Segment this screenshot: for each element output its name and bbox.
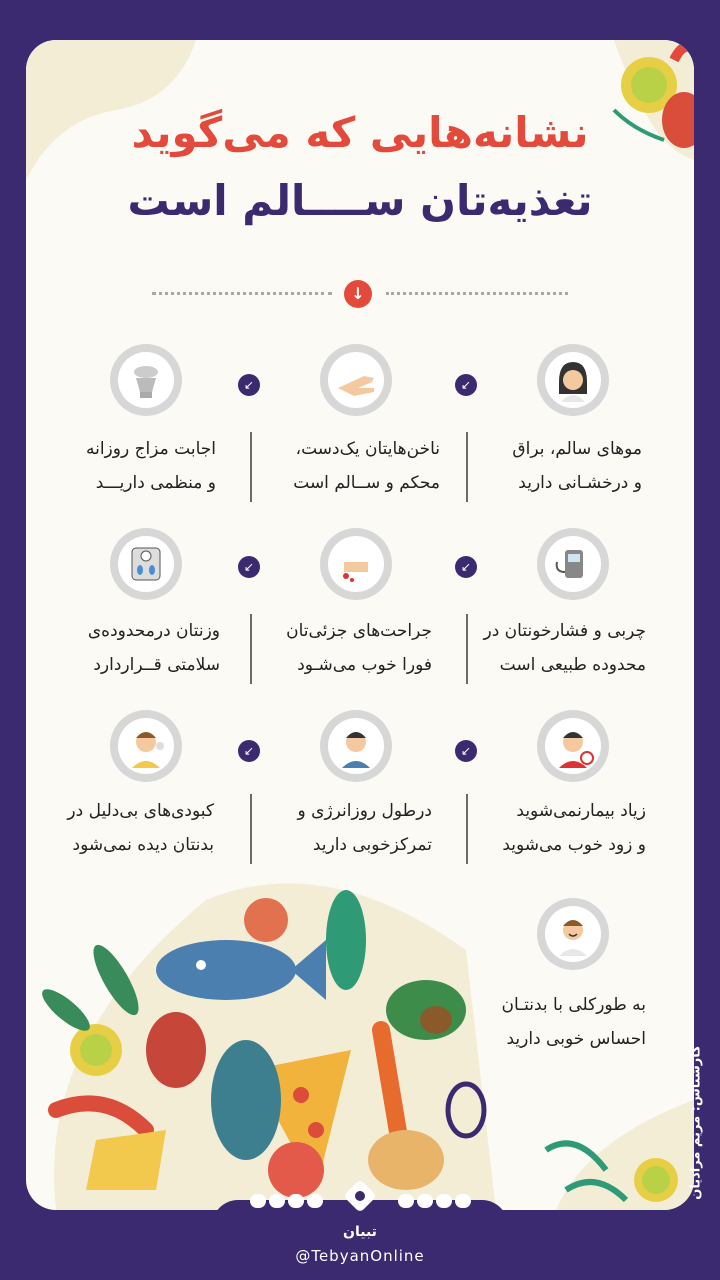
divider: [250, 614, 252, 684]
arrow-icon: ↙: [238, 374, 260, 396]
food-illustration-bottom-right: [526, 1100, 694, 1210]
arrow-icon: ↙: [455, 556, 477, 578]
item-text: به طورکلی با بدنتـان احساس خوبی دارید: [501, 995, 646, 1049]
footer-tab: [212, 1200, 508, 1280]
item-text: درطول روزانرژی و تمرکزخوبی دارید: [297, 801, 432, 855]
man-avatar-icon: [320, 710, 392, 782]
bleeding-finger-icon: [320, 528, 392, 600]
item-text: جراحت‌های جزئی‌تان فورا خوب می‌شـود: [286, 621, 432, 675]
social-handle[interactable]: @TebyanOnline: [295, 1247, 425, 1265]
toilet-icon: [110, 344, 182, 416]
social-icons-right: [398, 1193, 474, 1207]
divider-left: [152, 292, 332, 297]
item-text: اجابت مزاج روزانه و منظمی داریـــد: [85, 439, 216, 493]
food-illustration-bottom: [26, 860, 496, 1210]
divider: [466, 794, 468, 864]
arrow-down-icon: ↓: [344, 280, 372, 308]
item-text: چربی و فشارخونتان در محدوده طبیعی است: [483, 621, 646, 675]
item-text: زیاد بیمارنمی‌شوید و زود خوب می‌شوید: [502, 801, 646, 855]
arrow-icon: ↙: [238, 556, 260, 578]
hand-nails-icon: [320, 344, 392, 416]
title-line-1: نشانه‌هایی که می‌گوید: [131, 108, 589, 157]
divider: [250, 432, 252, 502]
arrow-icon: ↙: [455, 374, 477, 396]
divider: [250, 794, 252, 864]
sick-man-icon: [537, 710, 609, 782]
arrow-icon: ↙: [238, 740, 260, 762]
divider: [466, 432, 468, 502]
item-text: ناخن‌هایتان یک‌دست، محکم و ســالم است: [293, 439, 440, 493]
item-text: وزنتان درمحدوده‌ی سلامتی قــراردارد: [87, 621, 220, 675]
title-line-2: تغذیه‌تان ســــالم است: [127, 176, 593, 225]
weight-scale-icon: [110, 528, 182, 600]
logo-text: تبیان: [343, 1224, 377, 1240]
item-text: موهای سالم، براق و درخشـانی دارید: [512, 439, 642, 493]
logo-icon: [344, 1180, 376, 1212]
bruised-man-icon: [110, 710, 182, 782]
divider: [466, 614, 468, 684]
smiling-man-icon: [537, 898, 609, 970]
woman-face-icon: [537, 344, 609, 416]
item-text: کبودی‌های بی‌دلیل در بدنتان دیده نمی‌شود: [67, 801, 214, 855]
credit-text: کارشناس: مریم مرادیان: [688, 1045, 704, 1200]
blood-pressure-monitor-icon: [537, 528, 609, 600]
divider-right: [386, 292, 568, 297]
arrow-icon: ↙: [455, 740, 477, 762]
social-icons-left: [250, 1193, 326, 1207]
